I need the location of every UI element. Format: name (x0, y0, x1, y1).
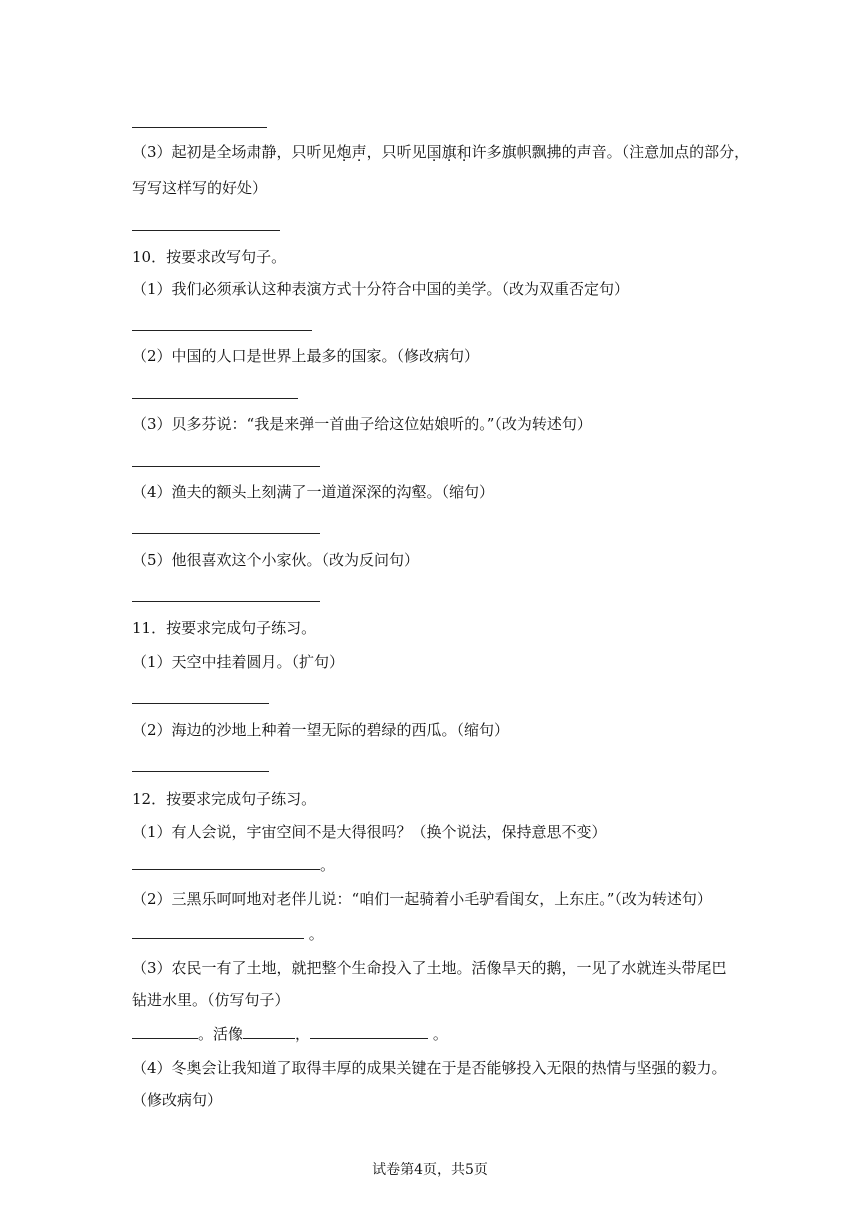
answer-blank[interactable] (132, 1024, 198, 1039)
question-9-3: （3）起初是全场肃静，只听见炮声，只听见国旗和许多旗帜飘拂的声音。（注意加点的部分， (132, 143, 750, 161)
answer-blank[interactable] (132, 924, 304, 939)
question-10-2: （2）中国的人口是世界上最多的国家。（修改病句） (132, 347, 480, 365)
answer-line-12-2 (132, 924, 324, 944)
answer-blank[interactable] (132, 855, 320, 870)
comma-text: ， (295, 1025, 311, 1043)
answer-blank[interactable] (132, 127, 267, 128)
question-12-3: （3）农民一有了土地，就把整个生命投入了土地。活像旱天的鹅，一见了水就连头带尾巴 (132, 959, 727, 977)
question-12-2: （2）三黑乐呵呵地对老伴儿说：“咱们一起骑着小毛驴看闺女，上东庄。”（改为转述句） (132, 890, 712, 908)
period-text: 。 (198, 1025, 214, 1043)
answer-line-12-1 (132, 855, 335, 875)
question-10-1: （1）我们必须承认这种表演方式十分符合中国的美学。（改为双重否定句） (132, 280, 630, 298)
huoxiang-text: 活像 (213, 1025, 244, 1043)
question-12-4-cont: （修改病句） (132, 1091, 223, 1109)
page-footer: 试卷第4页，共5页 (372, 1162, 488, 1178)
answer-blank[interactable] (132, 703, 269, 704)
question-11-2: （2）海边的沙地上种着一望无际的碧绿的西瓜。（缩句） (132, 721, 510, 739)
question-12-4: （4）冬奥会让我知道了取得丰厚的成果关键在于是否能够投入无限的热情与坚强的毅力。 (132, 1059, 727, 1077)
question-9-3-cont: 写写这样写的好处） (132, 179, 268, 197)
question-12-1: （1）有人会说，宇宙空间不是大得很吗？（换个说法，保持意思不变） (132, 823, 607, 841)
question-11-1: （1）天空中挂着圆月。（扩句） (132, 653, 345, 671)
period-text: 。 (320, 856, 336, 874)
answer-blank[interactable] (132, 398, 298, 399)
answer-blank[interactable] (243, 1024, 295, 1039)
period-text: 。 (432, 1025, 448, 1043)
question-10-5: （5）他很喜欢这个小家伙。（改为反问句） (132, 551, 420, 569)
answer-blank[interactable] (132, 330, 312, 331)
answer-line-12-3 (132, 1024, 448, 1044)
period-text: 。 (308, 925, 324, 943)
question-10-4: （4）渔夫的额头上刻满了一道道深深的沟壑。（缩句） (132, 483, 495, 501)
question-12-3-cont: 钻进水里。（仿写句子） (132, 991, 290, 1009)
question-11-title: 11．按要求完成句子练习。 (132, 619, 317, 637)
answer-blank[interactable] (132, 466, 320, 467)
question-10-title: 10．按要求改写句子。 (132, 248, 287, 266)
answer-blank[interactable] (132, 533, 320, 534)
answer-blank[interactable] (132, 771, 269, 772)
question-10-3: （3）贝多芬说：“我是来弹一首曲子给这位姑娘听的。”（改为转述句） (132, 415, 592, 433)
answer-blank[interactable] (132, 601, 320, 602)
question-12-title: 12．按要求完成句子练习。 (132, 790, 317, 808)
answer-blank[interactable] (310, 1024, 428, 1039)
answer-blank[interactable] (132, 230, 280, 231)
